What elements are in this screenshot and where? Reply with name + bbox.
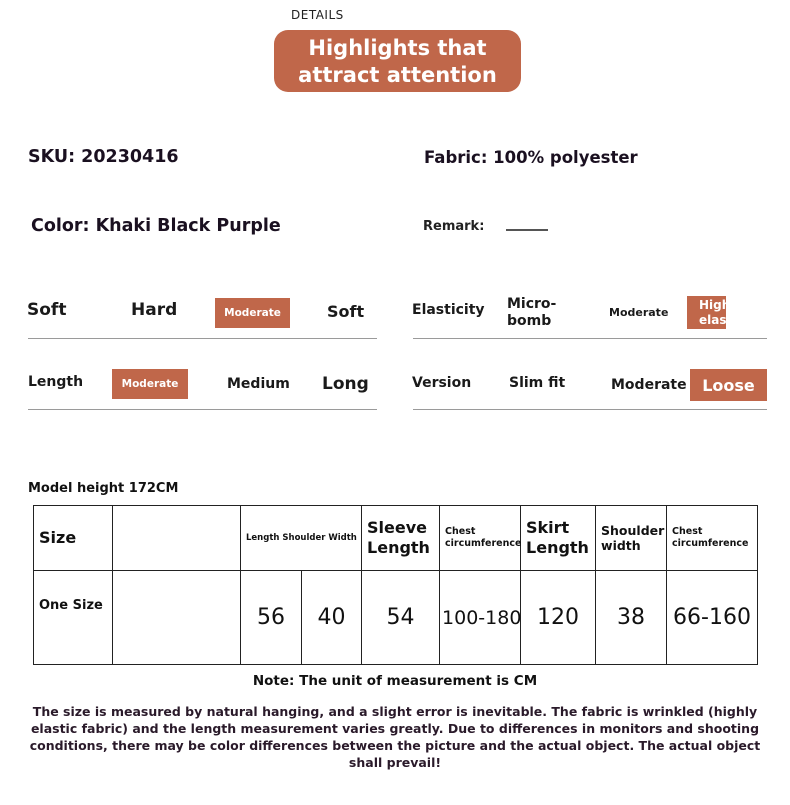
elasticity-high-line-2: elas [699,312,727,327]
header-skirt-length [521,506,596,571]
size-table-header-row [34,506,758,571]
header-length-shoulder-width: Length Shoulder Width [241,506,362,571]
row-shoulder-width: 38 [596,571,667,665]
header-sleeve-line-1: Sleeve [367,518,428,537]
section-label: DETAILS [291,8,344,22]
color-text: Color: Khaki Black Purple [31,216,281,236]
hand-feel-label: Soft [27,300,67,320]
elasticity-divider [413,338,767,339]
elasticity-option-micro [507,296,556,330]
hand-feel-divider [28,338,377,339]
length-option-medium: Medium [227,376,290,392]
banner-line-1: Highlights that [308,35,487,60]
row-sleeve: 54 [362,571,440,665]
version-divider [413,409,767,410]
elasticity-micro-line-2: bomb [507,313,552,329]
hand-feel-option-soft: Soft [327,302,365,321]
header-shoulder-line-2: width [601,538,641,553]
row-shoulder: 40 [302,571,362,665]
version-option-loose-selected: Loose [690,369,767,401]
sku-text: SKU: 20230416 [28,147,179,167]
fabric-text: Fabric: 100% polyester [424,148,638,167]
disclaimer-text: The size is measured by natural hanging, and a slight error is inevitable. The fabric is wrinkled (highly elastic fabric) and the length measurement varies greatly. Due to differences in monitors and shooting conditions, there may be color differences between the picture and the actual object. The actual object shall prevail! [29,704,761,770]
header-chest2-line-1: Chest [672,526,703,537]
size-table [33,505,758,665]
elasticity-micro-line-1: Micro- [507,296,557,312]
row-size-one-size: One Size [34,571,113,665]
header-chest-line-1: Chest [445,526,476,537]
remark-label: Remark: [423,219,485,234]
hand-feel-option-moderate-selected: Moderate [215,298,290,328]
length-label: Length [28,374,84,390]
length-option-long: Long [322,374,369,394]
header-shoulder-line-1: Shoulder [601,523,665,538]
header-shoulder-width [596,506,667,571]
version-option-moderate: Moderate [611,377,687,393]
header-skirt-line-1: Skirt [526,518,570,537]
row-chest-2: 66-160 [667,571,758,665]
header-chest2-line-2: circumference [672,538,749,549]
length-divider [28,409,377,410]
elasticity-label: Elasticity [412,302,485,318]
elasticity-high-line-1: High [699,297,731,312]
header-skirt-line-2: Length [526,538,589,557]
banner-line-2: attract attention [298,62,497,87]
version-label: Version [412,375,472,391]
unit-note: Note: The unit of measurement is CM [252,673,538,689]
model-height-text: Model height 172CM [28,481,179,496]
header-chest-circumference [440,506,521,571]
row-chest: 100-180 [440,571,521,665]
hand-feel-option-hard: Hard [131,300,178,320]
row-length: 56 [241,571,302,665]
length-option-moderate-selected: Moderate [112,369,188,399]
header-sleeve-length [362,506,440,571]
elasticity-option-high-selected [687,296,731,329]
header-size: Size [34,506,113,571]
row-blank [113,571,241,665]
highlights-banner [274,30,521,92]
row-skirt: 120 [521,571,596,665]
header-chest-line-2: circumference [445,538,522,549]
version-option-slim-fit: Slim fit [509,375,566,391]
header-blank [113,506,241,571]
header-chest-circumference-2 [667,506,758,571]
header-sleeve-line-2: Length [367,538,430,557]
table-row [34,571,758,665]
elasticity-option-moderate: Moderate [609,306,669,319]
remark-value-line [506,229,548,231]
